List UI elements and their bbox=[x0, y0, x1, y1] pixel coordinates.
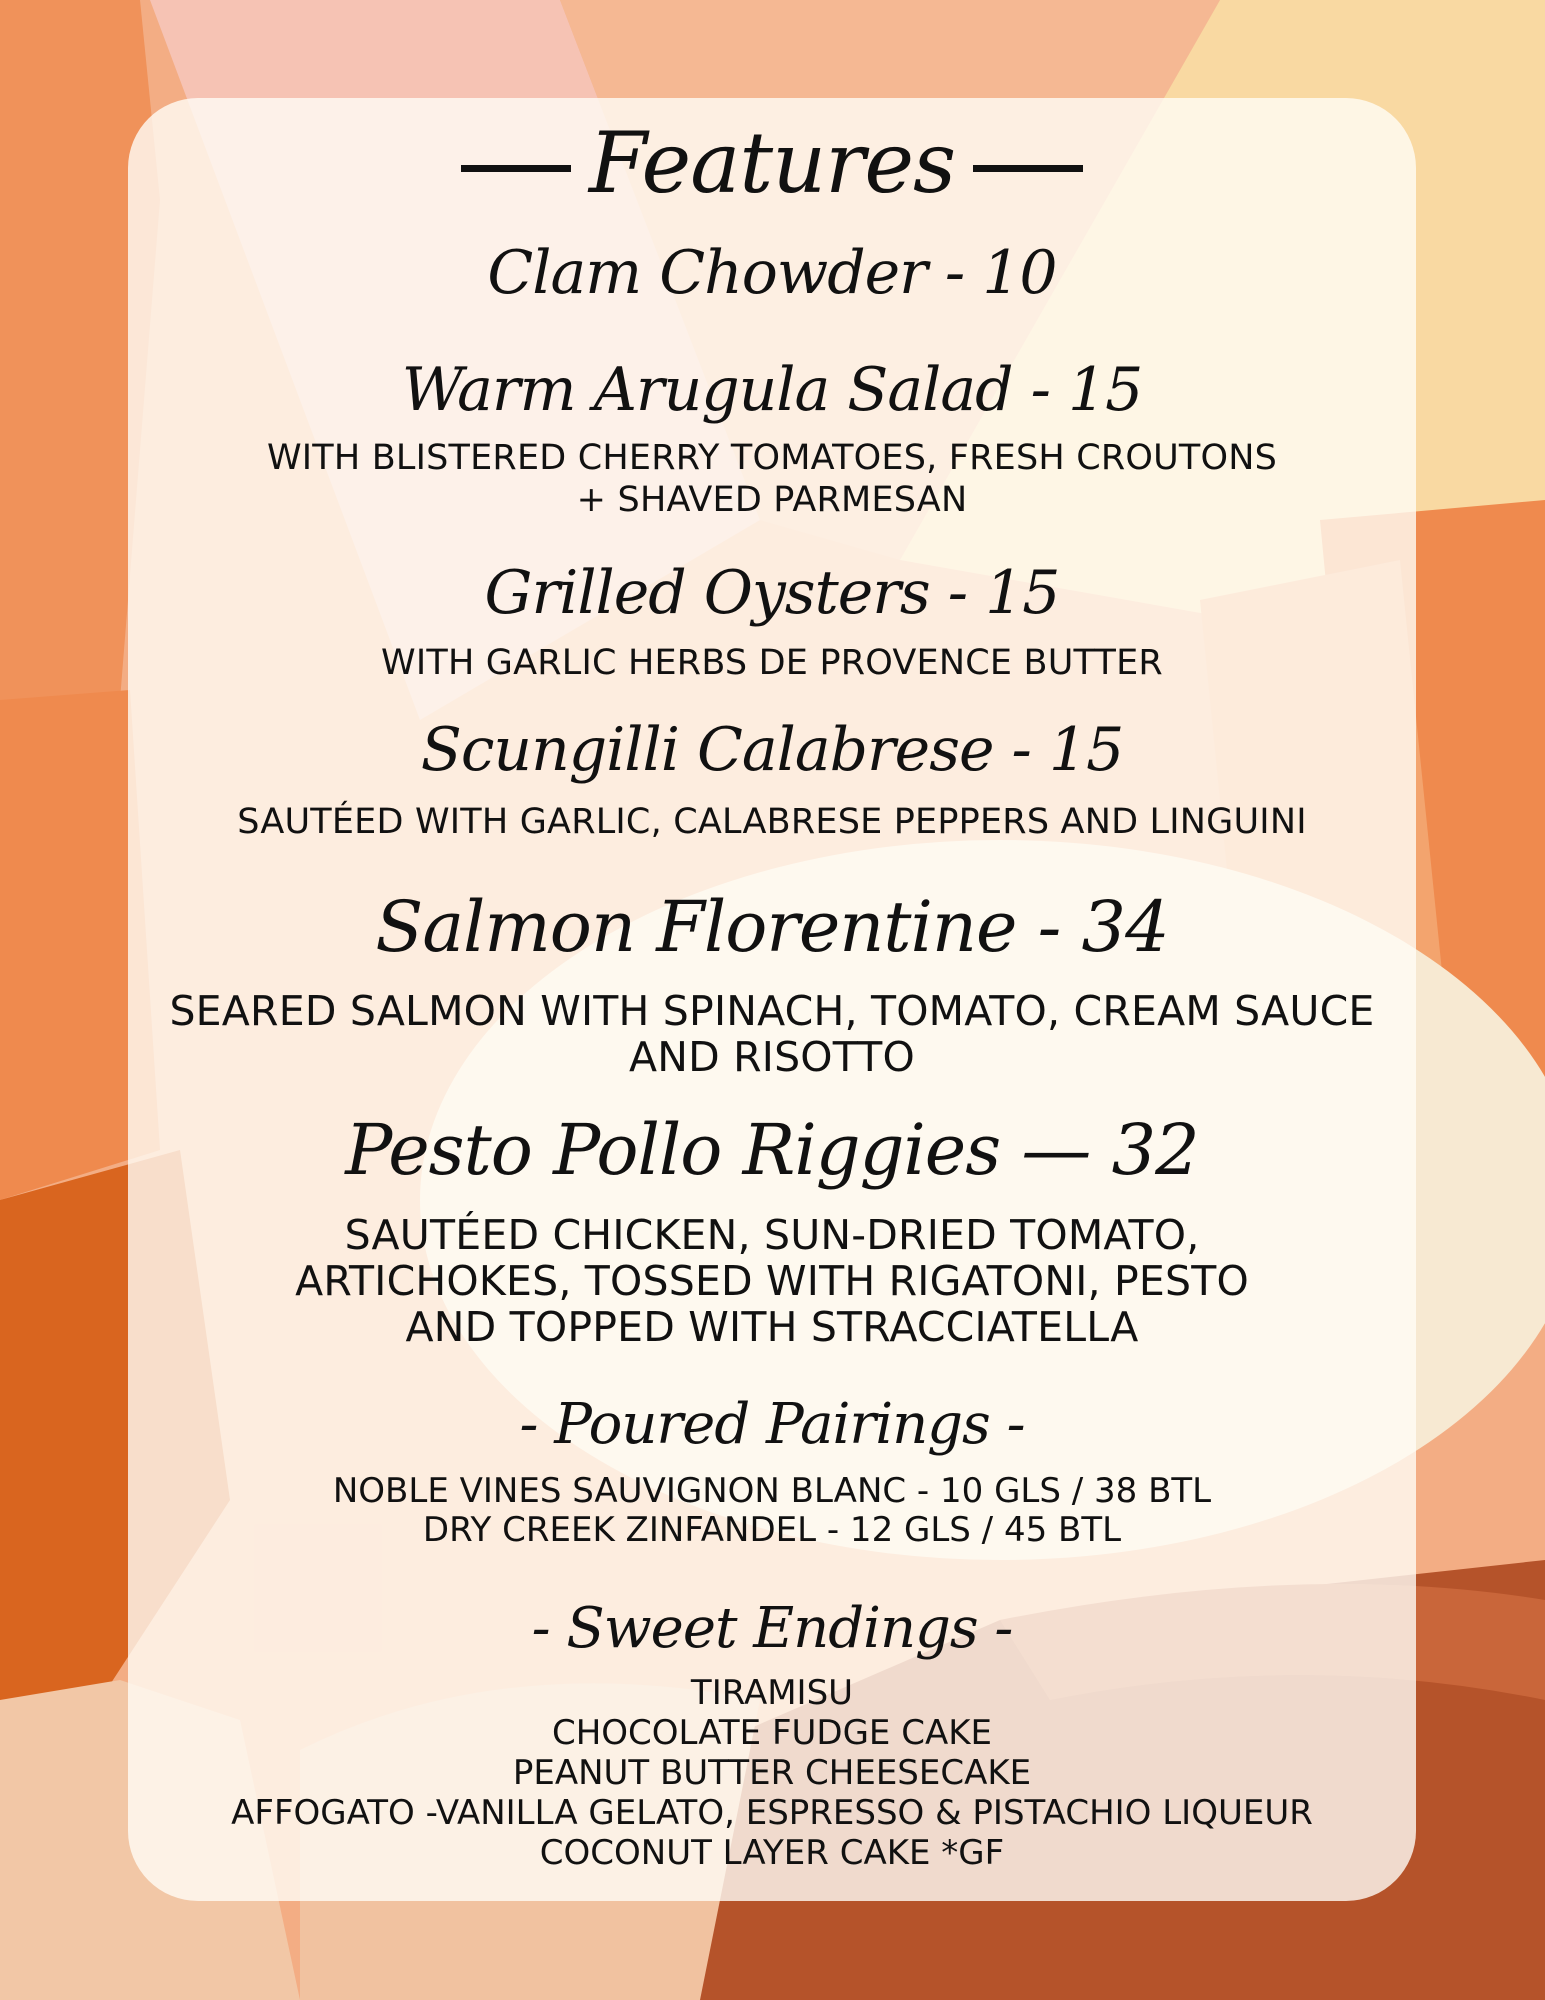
dessert-line: CHOCOLATE FUDGE CAKE bbox=[551, 1713, 992, 1753]
item-name: Salmon Florentine - 34 bbox=[375, 886, 1169, 968]
menu-title bbox=[128, 108, 1416, 218]
item-name: Grilled Oysters - 15 bbox=[484, 558, 1060, 628]
dessert-line: COCONUT LAYER CAKE *GF bbox=[539, 1833, 1005, 1873]
item-name: Pesto Pollo Riggies — 32 bbox=[345, 1109, 1199, 1191]
dessert-line: PEANUT BUTTER CHEESECAKE bbox=[512, 1753, 1032, 1793]
item-description: SEARED SALMON WITH SPINACH, TOMATO, CREAM SAUCE AND RISOTTO bbox=[169, 987, 1375, 1081]
item-name: Clam Chowder - 10 bbox=[487, 238, 1057, 308]
pairings-title: - Poured Pairings - bbox=[519, 1392, 1025, 1457]
item-description: SAUTÉED CHICKEN, SUN-DRIED TOMATO, ARTICHOKES, TOSSED WITH RIGATONI, PESTO AND TOPPED WITH STRACCIATELLA bbox=[295, 1211, 1249, 1351]
dessert-line: TIRAMISU bbox=[690, 1673, 854, 1713]
pairing-line: NOBLE VINES SAUVIGNON BLANC - 10 GLS / 38 BTL bbox=[332, 1471, 1212, 1511]
item-description: WITH GARLIC HERBS DE PROVENCE BUTTER bbox=[381, 643, 1163, 683]
pairing-line: DRY CREEK ZINFANDEL - 12 GLS / 45 BTL bbox=[422, 1510, 1122, 1550]
title-dash-left bbox=[461, 165, 571, 172]
item-description: SAUTÉED WITH GARLIC, CALABRESE PEPPERS AND LINGUINI bbox=[237, 802, 1307, 842]
item-name: Warm Arugula Salad - 15 bbox=[401, 355, 1143, 425]
title-dash-right bbox=[973, 165, 1083, 172]
dessert-line: AFFOGATO -VANILLA GELATO, ESPRESSO & PISTACHIO LIQUEUR bbox=[231, 1793, 1313, 1833]
item-description: WITH BLISTERED CHERRY TOMATOES, FRESH CROUTONS + SHAVED PARMESAN bbox=[266, 438, 1278, 520]
desserts-title: - Sweet Endings - bbox=[531, 1596, 1013, 1661]
item-name: Scungilli Calabrese - 15 bbox=[420, 715, 1124, 785]
menu-title-text: Features bbox=[588, 114, 956, 212]
